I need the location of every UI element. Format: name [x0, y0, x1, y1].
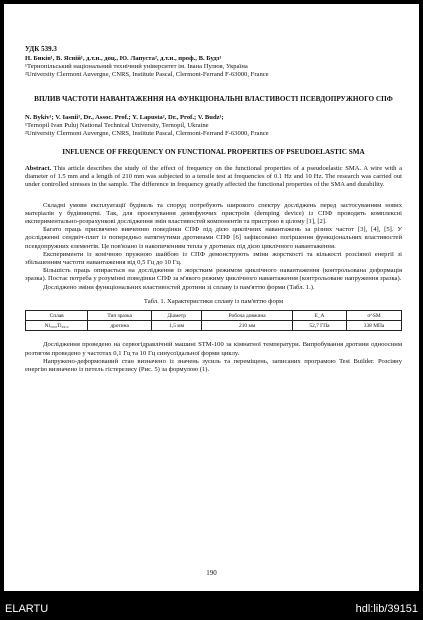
affiliation-en-1: ¹Ternopil Ivan Puluj National Technical University, Ternopil, Ukraine [25, 122, 209, 129]
abstract-text: This article describes the study of the effect of frequency on the functional properties of a pseudoelastic SMA. A wire with a diameter of 1.5 mm and a length of 210 mm was subjected to a tensile test at frequencies of 0.1 Hz and 10 Hz. The research was carried out under controlled stresses in the sample. The difference in frequency greatly affected the functional properties of the SMA and durability. [25, 165, 402, 189]
alloy-table [25, 310, 402, 331]
table-header: Робоча довжина [202, 311, 292, 321]
abstract [25, 165, 402, 190]
paragraph: Більшість праць опирається на дослідження із жорстким режимом циклічного навантаження (контрольована деформація зразка). Постає потреба у розумінні поведінки СПФ за м'якого режиму циклічного навантаження (контрольоване напруження зразка). [25, 267, 402, 283]
table-cell: 338 МПа [347, 321, 402, 331]
paragraph: Дослідження проведено на сервогідравлічній машині STM-100 за кімнатної температури. Випробування дротини одноосним розтягом проведено у частотах 0,1 Гц та 10 Гц синусоїдальної форми циклу. [25, 341, 402, 357]
paragraph: Досліджено зміни функціональних властивостей дротини зі сплаву із пам'яттю форми (Табл. 1.). [43, 283, 315, 291]
table-cell: Ni₅₀,₈Ti₄₉,₂ [26, 321, 88, 331]
table-header: Діаметр [151, 311, 202, 321]
title-ua: ВПЛИВ ЧАСТОТИ НАВАНТАЖЕННЯ НА ФУНКЦІОНАЛЬНІ ВЛАСТИВОСТІ ПСЕВДОПРУЖНОГО СПФ [34, 95, 393, 103]
affiliation-ua-2: ²University Clermont Auvergne, CNRS, Institute Pascal, Clermont-Ferrand F-63000, France [25, 71, 269, 78]
paragraph: Складні умови експлуатації будівель та споруд потребують широкого спектру досліджень перед застосуванням нових матеріалів у будівництві. Так, для проектування демпфуючих пристроїв (demping device) із СПФ проводять комплексні експериментально-розрахункові дослідження змін властивостей компонентів та пристрою в цілому [1], [2]. [25, 201, 402, 226]
table-cell: 52,7 ГПа [292, 321, 346, 331]
paragraph: Багато праць присвячено вивченню поведінки СПФ під дією циклічних навантажень за різних частот [3], [4], [5]. У дослідженні сендвіч-плит із попередньо натягнутими дротинами СПФ [6] зафіксовано погіршення функціональних властивостей псевдопружних елементів. Це пов'язано із накопиченням тепла у дротинах під дією циклічного навантаження. [25, 226, 402, 250]
abstract-label: Abstract. [25, 165, 52, 172]
table-header: Тип зразка [88, 311, 152, 321]
table-row [26, 321, 402, 331]
table-header: Сплав [26, 311, 88, 321]
body-text [25, 202, 402, 375]
table-cell: 210 мм [202, 321, 292, 331]
affiliation-en-2: ²University Clermont Auvergne, CNRS, Institute Pascal, Clermont-Ferrand F-63000, France [25, 130, 269, 137]
authors-ua: Н. Биків¹, В. Ясній¹, д.т.н., доц., Ю. Лапуста², д.т.н., проф., В. Будз¹ [25, 55, 222, 62]
authors-en: N. Bykiv¹; V. Iasnii¹, Dr., Assoc. Prof.; Y. Lapusta², Dr., Prof.; V. Budz¹; [25, 114, 224, 121]
table-caption: Табл. 1. Характеристики сплаву із пам'яттю форм [143, 297, 284, 305]
footer-left-label: ELARTU [5, 603, 49, 615]
affiliation-ua-1: ¹Тернопільський національний технічний університет ім. Івана Пулюя, Україна [25, 63, 248, 70]
table-header-row [26, 311, 402, 321]
table-header: E_A [292, 311, 346, 321]
table-cell: 1,5 мм [151, 321, 202, 331]
document-page [4, 4, 419, 591]
footer-right-label: hdl:lib/39151 [355, 603, 418, 615]
udc-code: УДК 539.3 [25, 45, 57, 53]
footer-bar [0, 599, 423, 620]
page-content [25, 45, 402, 374]
paragraph: Експерименти із конічною пружною шайбою із СПФ демонструють зміни жорсткості та кількості розсіяної енергії зі збільшенням частоти навантаження від 0,5 Гц до 10 Гц. [25, 250, 402, 267]
title-en: INFLUENCE OF FREQUENCY ON FUNCTIONAL PROPERTIES OF PSEUDOELASTIC SMA [62, 148, 365, 156]
page-number: 190 [206, 569, 217, 577]
table-cell: дротина [88, 321, 152, 331]
paragraph: Напружено-деформований стан визначено із значень зусиль та переміщень, записаних програмою Test Builder. Розсіяну енергію визначено із петель гістерезису (Рис. 5) за формулою (1). [25, 357, 402, 374]
table-header: σ^SM [347, 311, 402, 321]
